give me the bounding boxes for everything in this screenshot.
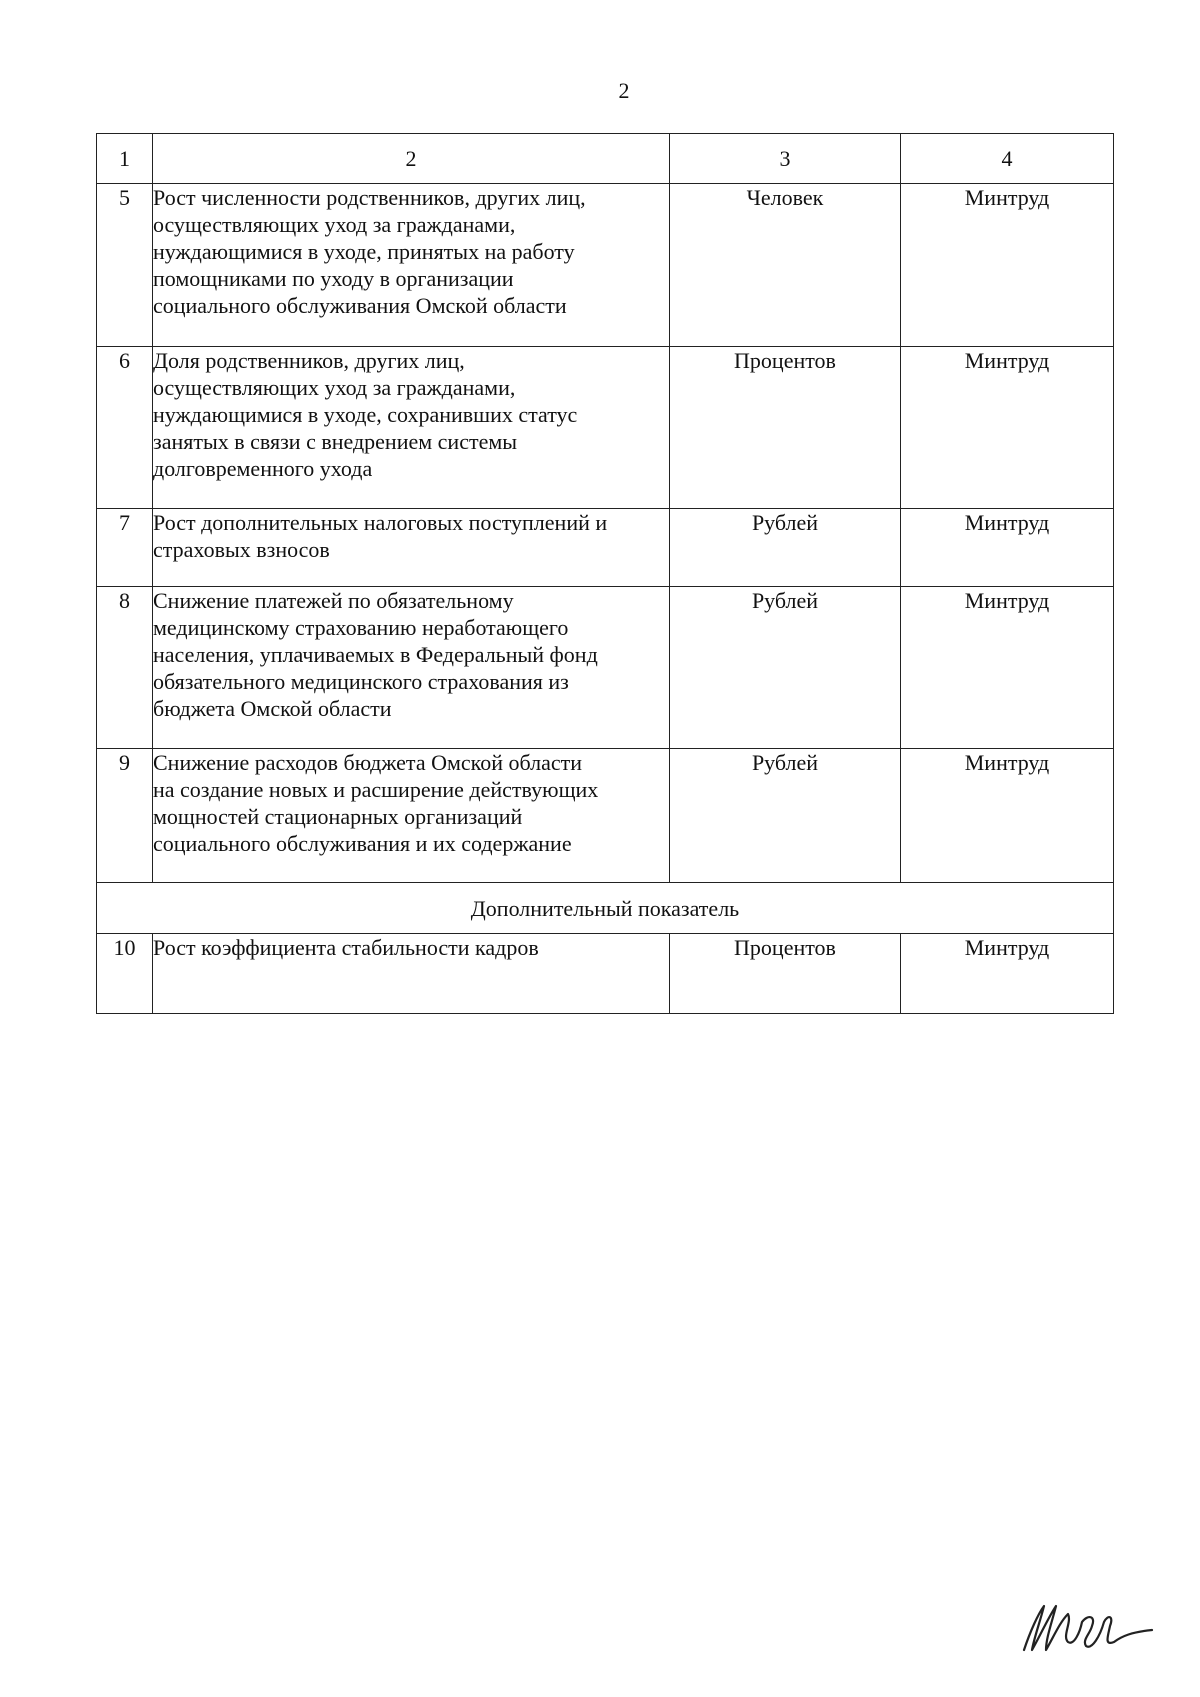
header-col-2: 2	[153, 134, 670, 184]
unit-cell: Процентов	[670, 347, 901, 509]
indicator-name-line: осуществляющих уход за гражданами,	[153, 212, 516, 237]
indicator-name-line: Доля родственников, других лиц,	[153, 348, 465, 373]
indicator-name-line: мощностей стационарных организаций	[153, 804, 523, 829]
page-number: 2	[618, 78, 630, 103]
unit-cell: Рублей	[670, 749, 901, 883]
table-row	[97, 184, 1114, 347]
row-number: 5	[97, 184, 153, 347]
section-title: Дополнительный показатель	[97, 883, 1114, 934]
header-col-1: 1	[97, 134, 153, 184]
responsible-cell: Минтруд	[901, 587, 1114, 749]
row-number: 6	[97, 347, 153, 509]
row-number: 7	[97, 509, 153, 587]
indicator-name-line: помощниками по уходу в организации	[153, 266, 514, 291]
indicator-name	[153, 347, 670, 509]
table-row	[97, 509, 1114, 587]
indicator-name	[153, 749, 670, 883]
unit-cell: Человек	[670, 184, 901, 347]
indicator-name-line: осуществляющих уход за гражданами,	[153, 375, 516, 400]
indicator-name-line: Снижение платежей по обязательному	[153, 588, 514, 613]
indicators-table	[96, 133, 1114, 1014]
indicator-name	[153, 184, 670, 347]
unit-cell: Рублей	[670, 509, 901, 587]
table-row	[97, 749, 1114, 883]
header-col-4: 4	[901, 134, 1114, 184]
table-header-row	[97, 134, 1114, 184]
indicator-name-line: медицинскому страхованию неработающего	[153, 615, 569, 640]
responsible-cell: Минтруд	[901, 509, 1114, 587]
indicator-name-line: страховых взносов	[153, 537, 330, 562]
indicator-name-line: на создание новых и расширение действующих	[153, 777, 599, 802]
indicator-name-line: социального обслуживания Омской области	[153, 293, 567, 318]
indicator-name-line: обязательного медицинского страхования из	[153, 669, 569, 694]
unit-cell: Рублей	[670, 587, 901, 749]
indicator-name-line: Снижение расходов бюджета Омской области	[153, 750, 583, 775]
indicator-name-line: нуждающимися в уходе, принятых на работу	[153, 239, 575, 264]
indicator-name-line: занятых в связи с внедрением системы	[153, 429, 518, 454]
table-row	[97, 587, 1114, 749]
row-number: 8	[97, 587, 153, 749]
row-number: 10	[97, 934, 153, 1014]
table-row	[97, 347, 1114, 509]
indicator-name-line: бюджета Омской области	[153, 696, 392, 721]
header-col-3: 3	[670, 134, 901, 184]
responsible-cell: Минтруд	[901, 749, 1114, 883]
indicator-name-line: нуждающимися в уходе, сохранивших статус	[153, 402, 578, 427]
indicator-name-line: Рост дополнительных налоговых поступлений и	[153, 510, 608, 535]
section-header-row	[97, 883, 1114, 934]
indicator-name-line: Рост численности родственников, других лиц,	[153, 185, 586, 210]
table-row	[97, 934, 1114, 1014]
indicator-name-line: населения, уплачиваемых в Федеральный фонд	[153, 642, 598, 667]
handwritten-signature	[1010, 1592, 1160, 1662]
responsible-cell: Минтруд	[901, 347, 1114, 509]
indicator-name-line: социального обслуживания и их содержание	[153, 831, 572, 856]
unit-cell: Процентов	[670, 934, 901, 1014]
indicator-name-line: Рост коэффициента стабильности кадров	[153, 935, 539, 960]
responsible-cell: Минтруд	[901, 934, 1114, 1014]
responsible-cell: Минтруд	[901, 184, 1114, 347]
indicator-name	[153, 509, 670, 587]
indicator-name-line: долговременного ухода	[153, 456, 373, 481]
indicator-name	[153, 934, 670, 1014]
indicator-name	[153, 587, 670, 749]
row-number: 9	[97, 749, 153, 883]
